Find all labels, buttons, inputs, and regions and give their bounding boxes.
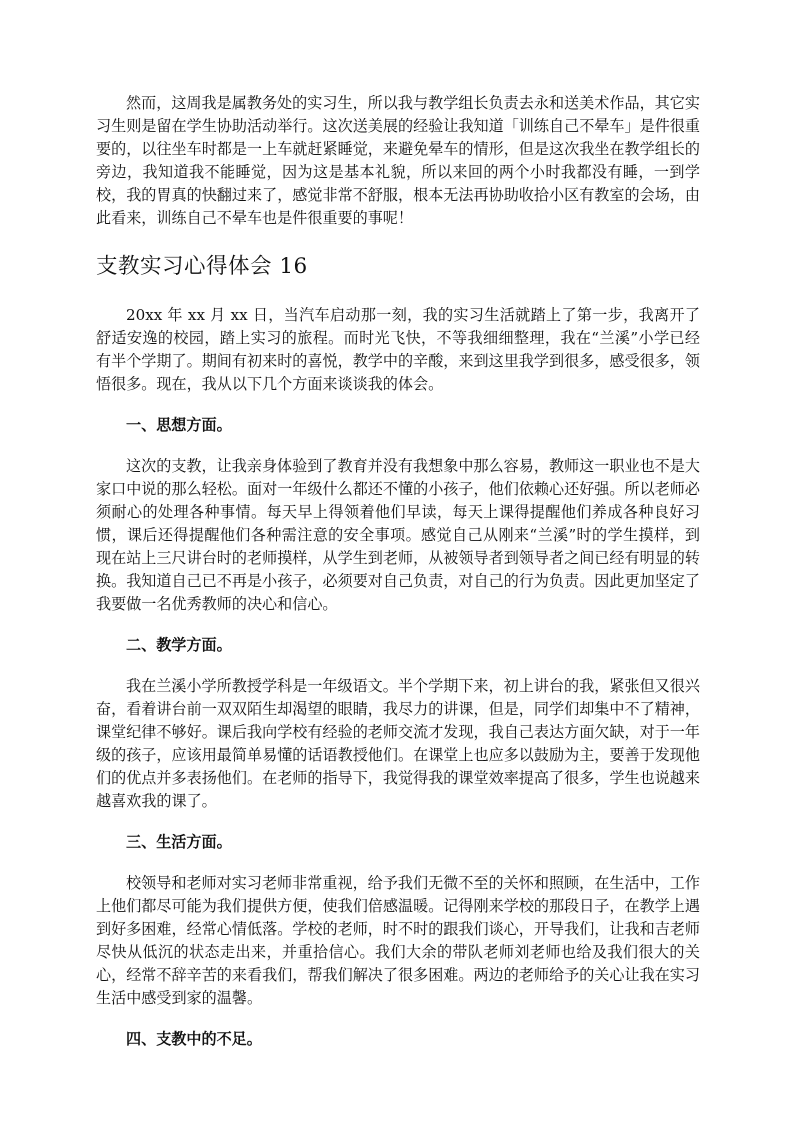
section-heading-life: 三、生活方面。 [126,833,232,851]
section-body-teaching: 我在兰溪小学所教授学科是一年级语文。半个学期下来，初上讲台的我，紧张但又很兴奋，看着讲台前一双双陌生却渴望的眼睛，我尽力的讲课，但是，同学们却集中不了精神，课堂纪律不够好。课后我向学校有经验的老师交流才发现，我自己表达方面欠缺，对于一年级的孩子，应该用最简单易懂的话语教授他们。在课堂上也应多以鼓励为主，要善于发现他们的优点并多表扬他们。在老师的指导下，我觉得我的课堂效率提高了很多，学生也说越来越喜欢我的课了。 [96,677,700,810]
section-body-life: 校领导和老师对实习老师非常重视，给予我们无微不至的关怀和照顾，在生活中，工作上他们都尽可能为我们提供方便，使我们倍感温暖。记得刚来学校的那段日子，在教学上遇到好多困难，经常心情低落。学校的老师，时不时的跟我们谈心，开导我们，让我和吉老师尽快从低沉的状态走出来，并重拾信心。我们大余的带队老师刘老师也给及我们很大的关心，经常不辞辛苦的来看我们，帮我们解决了很多困难。两边的老师给予的关心让我在实习生活中感受到家的温馨。 [96,874,700,1007]
section-heading-thought: 一、思想方面。 [126,416,232,434]
section-heading-shortcomings: 四、支教中的不足。 [126,1030,262,1048]
document-title: 支教实习心得体会 16 [96,254,308,279]
section-body-thought: 这次的支教，让我亲身体验到了教育并没有我想象中那么容易，教师这一职业也不是大家口中说的那么轻松。面对一年级什么都还不懂的小孩子，他们依赖心还好强。所以老师必须耐心的处理各种事情。每天早上得领着他们早读，每天上课得提醒他们养成各种良好习惯，课后还得提醒他们各种需注意的安全事项。感觉自己从刚来“兰溪”时的学生摸样，到现在站上三尺讲台时的老师摸样，从学生到老师，从被领导者到领导者之间已经有明显的转换。我知道自己已不再是小孩子，必须要对自己负责，对自己的行为负责。因此更加坚定了我要做一名优秀教师的决心和信心。 [96,457,700,613]
document-page [96,92,700,1051]
section-heading-teaching: 二、教学方面。 [126,636,232,654]
intro-paragraph: 然而，这周我是属教务处的实习生，所以我与教学组长负责去永和送美术作品，其它实习生则是留在学生协助活动举行。这次送美展的经验让我知道「训练自己不晕车」是件很重要的，以往坐车时都是一上车就赶紧睡觉，来避免晕车的情形，但是这次我坐在教学组长的旁边，我知道我不能睡觉，因为这是基本礼貌，所以来回的两个小时我都没有睡，一到学校，我的胃真的快翻过来了，感觉非常不舒服，根本无法再协助收拾小区有教室的会场，由此看来，训练自己不晕车也是件很重要的事呢！ [96,94,700,227]
opening-paragraph: 20xx 年 xx 月 xx 日，当汽车启动那一刻，我的实习生活就踏上了第一步，我离开了舒适安逸的校园，踏上实习的旅程。而时光飞快，不等我细细整理，我在“兰溪”小学已经有半个学期了。期间有初来时的喜悦，教学中的辛酸，来到这里我学到很多，感受很多，领悟很多。现在，我从以下几个方面来谈谈我的体会。 [96,306,700,393]
